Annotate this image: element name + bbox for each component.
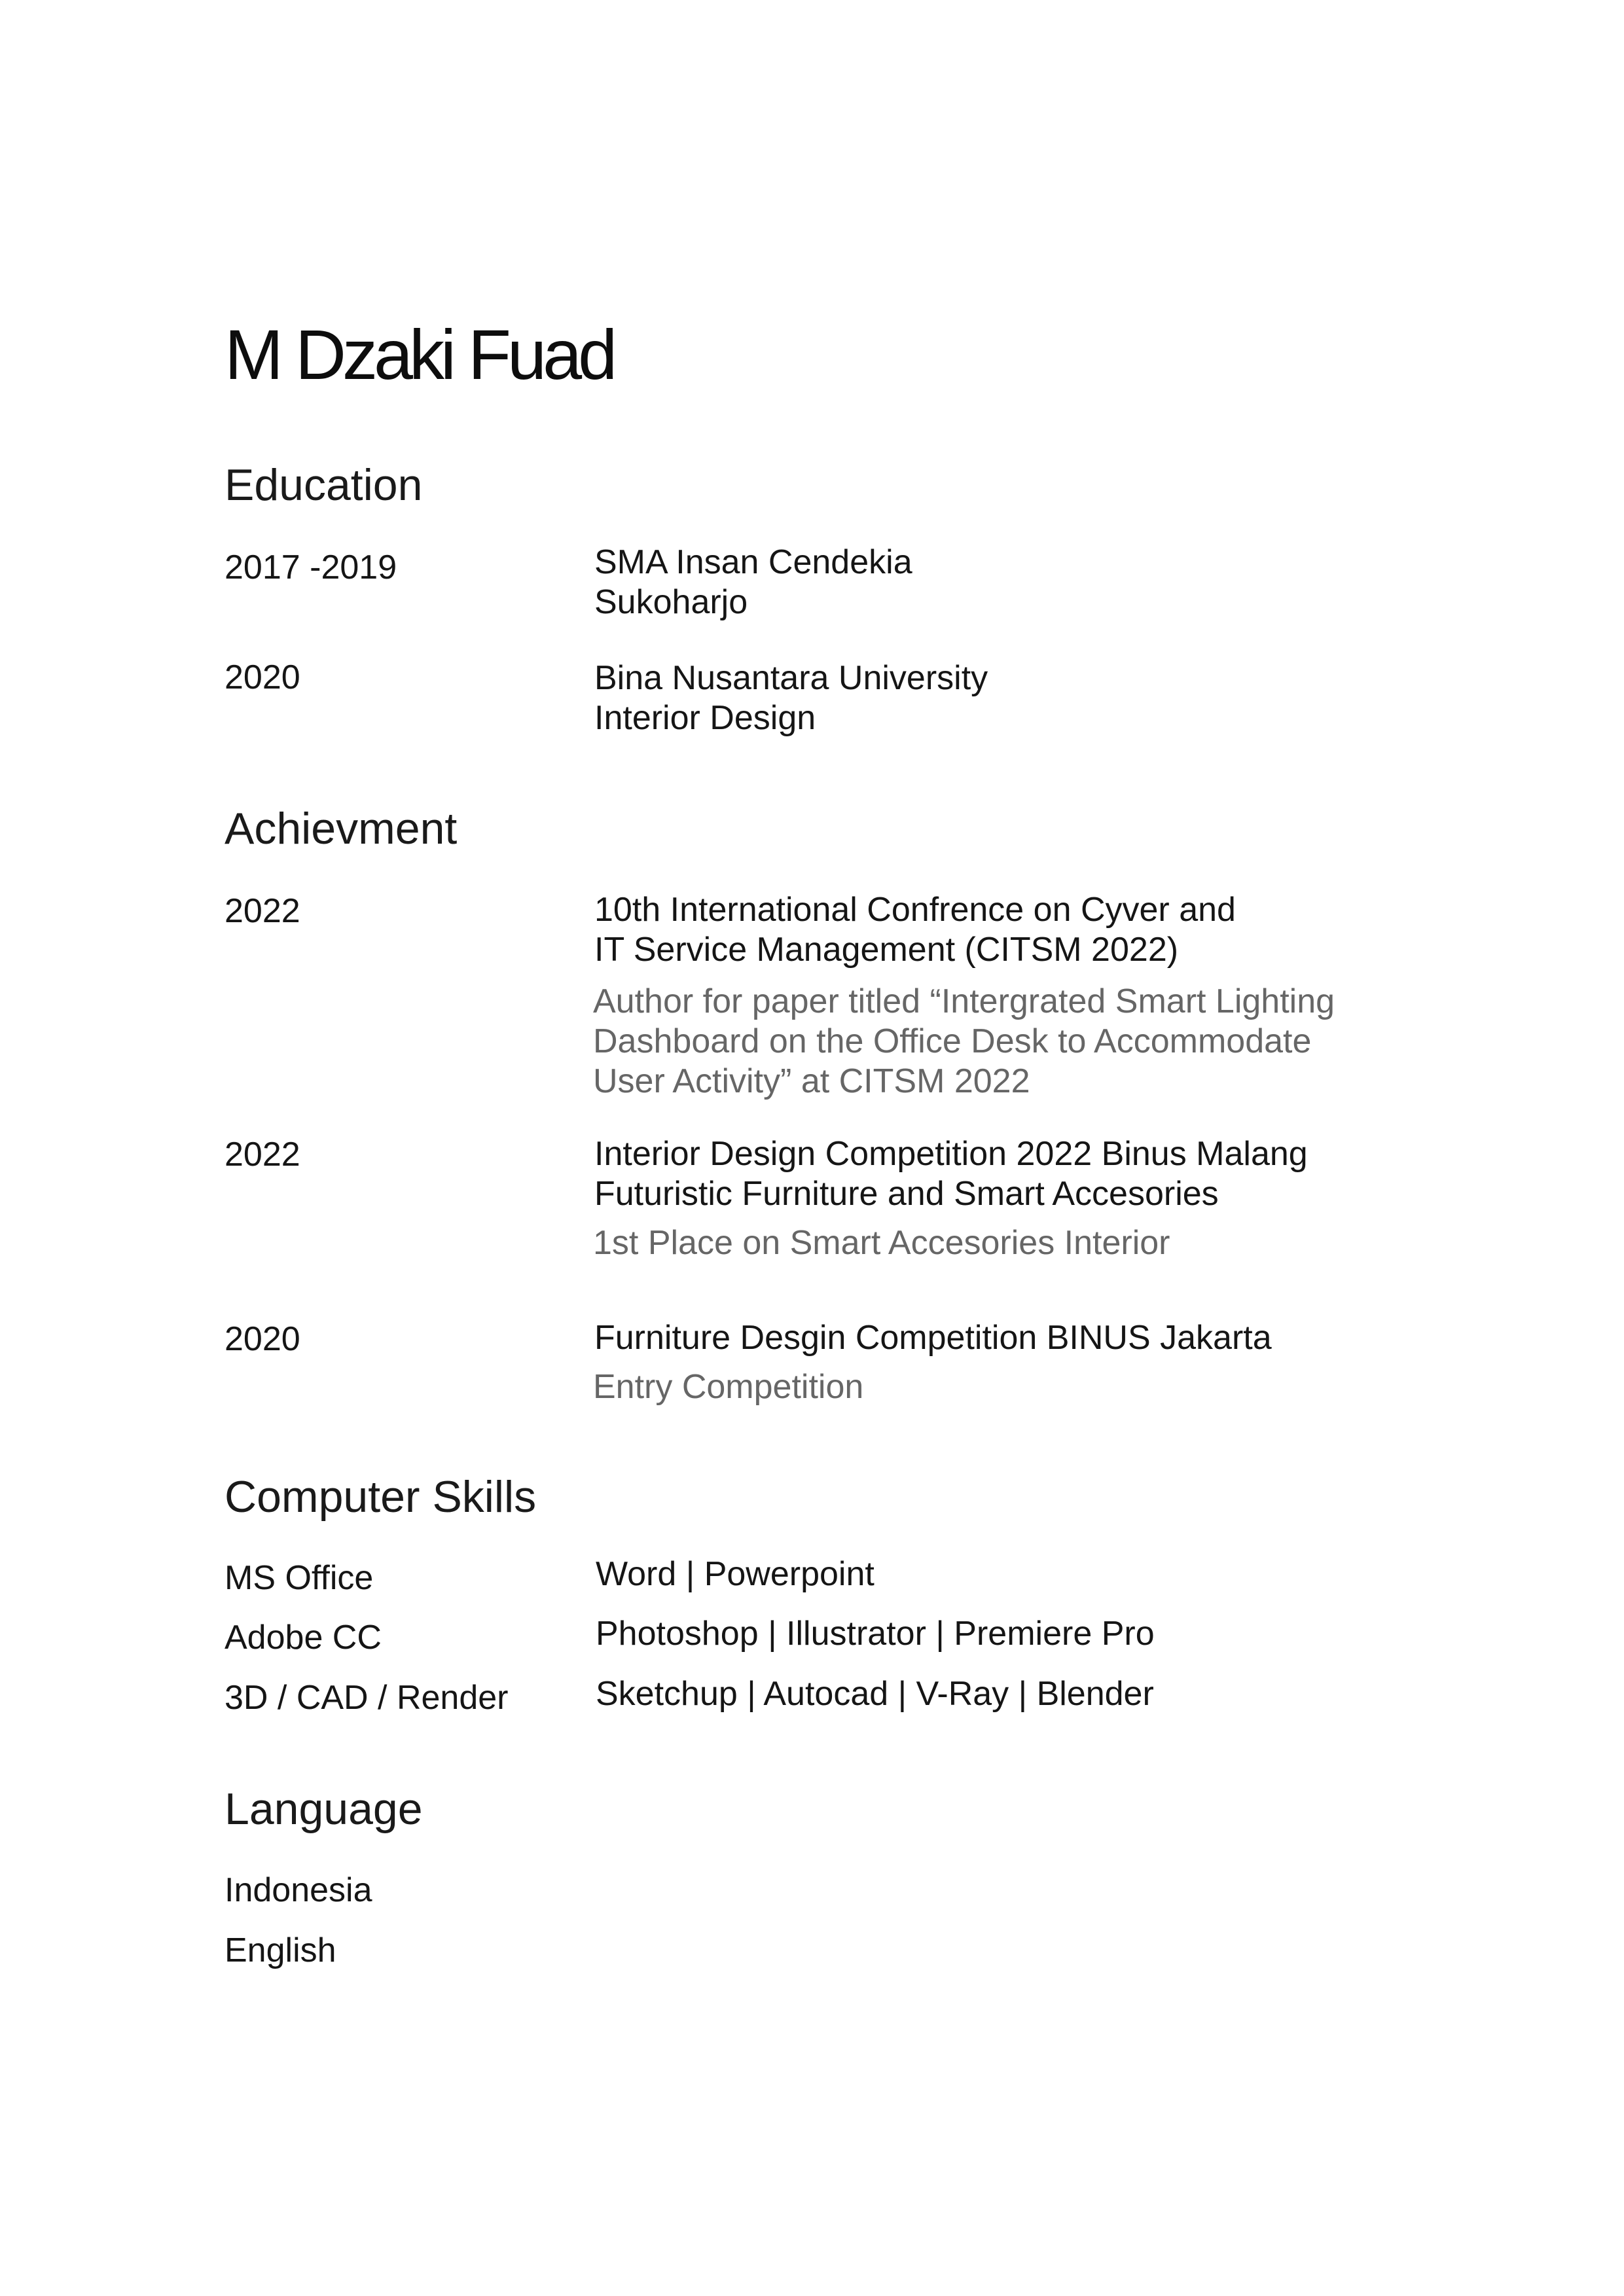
education-year: 2017 -2019 [225, 548, 397, 586]
achievement-title-line: IT Service Management (CITSM 2022) [594, 931, 1179, 969]
achievement-note [593, 982, 1335, 1102]
achievement-title [594, 1134, 1308, 1214]
achievement-heading: Achievment [225, 804, 458, 853]
skill-category: 3D / CAD / Render [225, 1679, 509, 1717]
achievement-note-line: 1st Place on Smart Accesories Interior [593, 1224, 1170, 1262]
education-year: 2020 [225, 658, 300, 696]
achievement-title [594, 890, 1236, 970]
skill-tools: Photoshop | Illustrator | Premiere Pro [596, 1615, 1155, 1653]
achievement-note-line: Author for paper titled “Intergrated Smart Lighting [593, 982, 1335, 1020]
achievement-title-line: Interior Design Competition 2022 Binus Malang [594, 1135, 1308, 1173]
achievement-title-line: Futuristic Furniture and Smart Accesories [594, 1175, 1219, 1213]
achievement-title [594, 1318, 1272, 1358]
achievement-year: 2020 [225, 1320, 300, 1358]
language-item: English [225, 1931, 336, 1969]
skill-category: MS Office [225, 1559, 374, 1597]
education-heading: Education [225, 460, 423, 510]
skill-category: Adobe CC [225, 1619, 382, 1657]
achievement-year: 2022 [225, 1136, 300, 1174]
achievement-year: 2022 [225, 892, 300, 930]
language-item: Indonesia [225, 1871, 372, 1909]
skill-tools: Word | Powerpoint [596, 1555, 875, 1593]
resume-name: M Dzaki Fuad [225, 315, 614, 394]
skill-tools: Sketchup | Autocad | V-Ray | Blender [596, 1675, 1154, 1713]
education-school [594, 543, 912, 622]
education-program: Interior Design [594, 699, 816, 737]
achievement-note [593, 1223, 1170, 1263]
education-school [594, 658, 988, 738]
education-school-city: Sukoharjo [594, 583, 748, 621]
education-school-name: SMA Insan Cendekia [594, 543, 912, 581]
achievement-note-line: Dashboard on the Office Desk to Accommodate [593, 1022, 1312, 1060]
skills-heading: Computer Skills [225, 1472, 537, 1522]
achievement-note-line: User Activity” at CITSM 2022 [593, 1062, 1030, 1100]
achievement-note-line: Entry Competition [593, 1368, 864, 1406]
education-school-name: Bina Nusantara University [594, 659, 988, 697]
achievement-title-line: Furniture Desgin Competition BINUS Jakarta [594, 1319, 1272, 1357]
achievement-note [593, 1367, 863, 1407]
language-heading: Language [225, 1784, 423, 1834]
achievement-title-line: 10th International Confrence on Cyver and [594, 891, 1236, 929]
